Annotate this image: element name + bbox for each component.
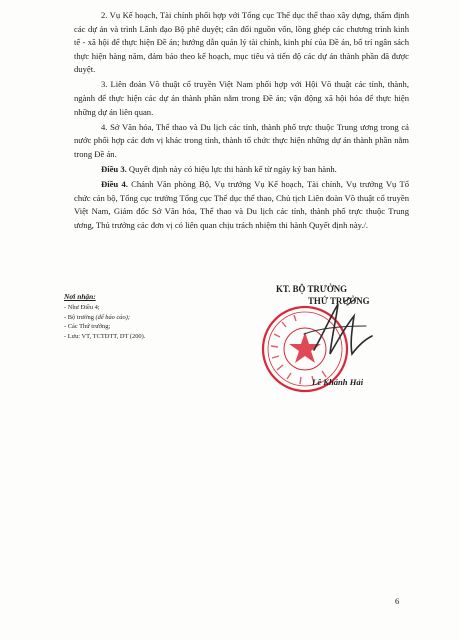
page-number: 6 [395, 596, 400, 606]
article-4: Điều 4. Chánh Văn phòng Bộ, Vụ trưởng Vụ Kế hoạch, Tài chính, Vụ trưởng Vụ Tổ chức cán bộ, Tổng cục trưởng Tổng cục Thể dục thể thao, Chủ tịch Liên đoàn Võ thuật cổ truyền Việt Nam, Giám đốc Sở Văn hóa, Thể thao và Du lịch các tỉnh, thành phố trực thuộc Trung ương, Thủ trưởng các đơn vị có liên quan chịu trách nhiệm thi hành Quyết định này./. [74, 179, 409, 230]
document-body [74, 9, 409, 234]
recipients-block [64, 292, 244, 342]
article-4-label: Điều 4. [101, 179, 128, 190]
recipients-heading: Nơi nhận: [64, 292, 96, 301]
paragraph-2: 2. Vụ Kế hoạch, Tài chính phối hợp với Tổng cục Thể dục thể thao xây dựng, thẩm định các dự án và trình Lãnh đạo Bộ phê duyệt; cân đối nguồn vốn, lồng ghép các chương trình kinh tế - xã hội để thực hiện Đề án; hướng dẫn quản lý tài chính, kinh phí của Đề án, bố trí ngân sách thực hiện hàng năm, đảm bảo theo kế hoạch, mục tiêu và tiến độ các dự án thành phần đã được duyệt. [74, 10, 409, 75]
handwritten-signature [300, 296, 380, 366]
article-3-label: Điều 3. [101, 164, 127, 175]
recipient-item: - Các Thứ trưởng; [64, 323, 111, 331]
signature-title-line1: KT. BỘ TRƯỞNG [276, 284, 348, 294]
recipient-item: - Lưu: VT, TCTDTT, DT (200). [64, 333, 146, 341]
article-3: Điều 3. Quyết định này có hiệu lực thi hành kể từ ngày ký ban hành. [101, 164, 337, 175]
paragraph-3: 3. Liên đoàn Võ thuật cổ truyền Việt Nam phối hợp với Hội Võ thuật các tỉnh, thành, ngành để thực hiện các dự án thành phần nằm trong Đề án; vận động xã hội hóa để thực hiện những dự án liên quan. [74, 79, 409, 117]
recipient-item: - Bộ trưởng (để báo cáo); [64, 313, 130, 321]
recipient-item: - Như Điều 4; [64, 303, 100, 311]
signature-block [252, 284, 422, 399]
paragraph-4: 4. Sở Văn hóa, Thể thao và Du lịch các tỉnh, thành phố trực thuộc Trung ương trong cả nước phối hợp các đơn vị khác trong tỉnh, thành tổ chức thực hiện những dự án thành phần nằm trong Đề án. [74, 121, 409, 159]
signer-name: Lê Khánh Hải [312, 377, 364, 387]
signature-title-line2: THỨ TRƯỞNG [308, 296, 370, 306]
